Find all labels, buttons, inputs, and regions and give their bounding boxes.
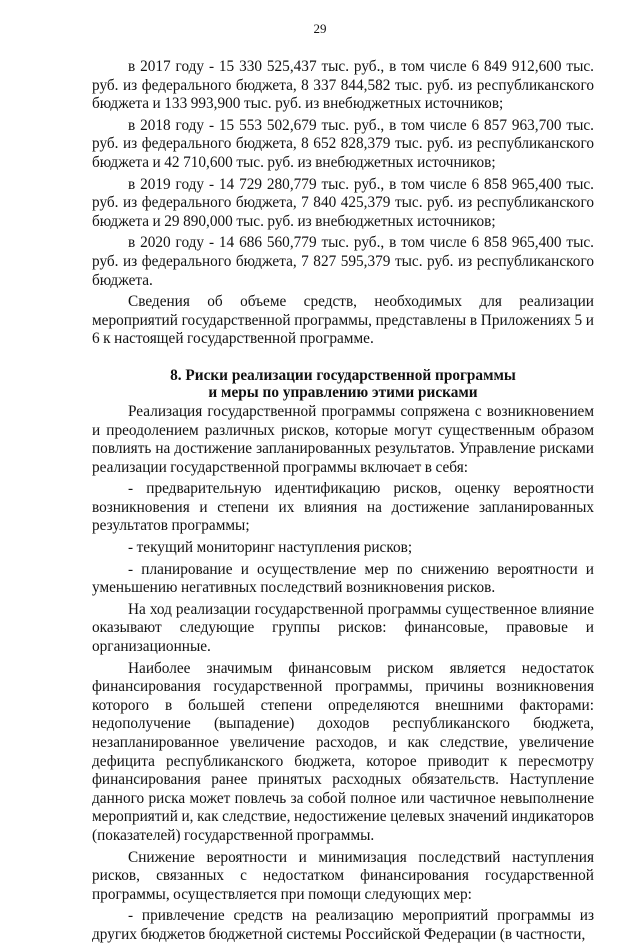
risk-management-intro-paragraph: Реализация государственной программы сопряжена с возникновением и преодолением различных рисков, которые могут существенным образом повлиять на достижение запланированных результатов. Управление рисками реализации государственной программы включает в себя: [92,402,594,476]
funding-2017-paragraph: в 2017 году - 15 330 525,437 тыс. руб., в том числе 6 849 912,600 тыс. руб. из федерального бюджета, 8 337 844,582 тыс. руб. из республиканского бюджета и 133 993,900 тыс. руб. из внебюджетных источников; [92,58,594,113]
risk-minimization-paragraph: Снижение вероятности и минимизация последствий наступления рисков, связанных с недостатком финансирования государственной программы, осуществляется при помощи следующих мер: [92,848,594,903]
risk-groups-paragraph: На ход реализации государственной программы существенное влияние оказывают следующие группы рисков: финансовые, правовые и организационные. [92,600,594,656]
section-heading-line-1: 8. Риски реализации государственной программы [170,366,516,384]
funding-2018-paragraph: в 2018 году - 15 553 502,679 тыс. руб., в том числе 6 857 963,700 тыс. руб. из федерального бюджета, 8 652 828,379 тыс. руб. из республиканского бюджета и 42 710,600 тыс. руб. из внебюджетных источников; [92,116,594,171]
list-item-funding-attraction: - привлечение средств на реализацию мероприятий программы из других бюджетов бюджетной системы Российской Федерации (в частности, [92,907,594,943]
financial-risk-paragraph: Наиболее значимым финансовым риском является недостаток финансирования государственной программы, причины возникновения которого в большей степени определяются внешними факторами: недополучение (выпадение) доходов республиканского бюджета, незапланированное увеличение расходов, и как следствие, увеличение дефицита республиканского бюджета, которое приводит к пересмотру финансирования ранее принятых расходных обязательств. Наступление данного риска может повлечь за собой полное или частичное невыполнение мероприятий и, как следствие, недостижение целевых значений индикаторов (показателей) государственной программы. [92,659,594,844]
list-item-risk-identification: - предварительную идентификацию рисков, оценку вероятности возникновения и степени их влияния на достижение запланированных результатов программы; [92,480,594,535]
list-item-risk-monitoring: - текущий мониторинг наступления рисков; [128,539,413,557]
section-heading-line-2: и меры по управлению этими рисками [208,383,478,401]
funding-2019-paragraph: в 2019 году - 14 729 280,779 тыс. руб., в том числе 6 858 965,400 тыс. руб. из федерального бюджета, 7 840 425,379 тыс. руб. из республиканского бюджета и 29 890,000 тыс. руб. из внебюджетных источников; [92,175,594,230]
section-heading [92,367,594,401]
page-number: 29 [313,21,327,36]
appendix-reference-paragraph: Сведения об объеме средств, необходимых для реализации мероприятий государственной программы, представлены в Приложениях 5 и 6 к настоящей государственной программе. [92,293,594,348]
document-body [92,58,594,948]
funding-2020-paragraph: в 2020 году - 14 686 560,779 тыс. руб., в том числе 6 858 965,400 тыс. руб. из федерального бюджета, 7 827 595,379 тыс. руб. из республиканского бюджета. [92,234,594,289]
list-item-risk-mitigation: - планирование и осуществление мер по снижению вероятности и уменьшению негативных последствий возникновения рисков. [92,560,594,597]
